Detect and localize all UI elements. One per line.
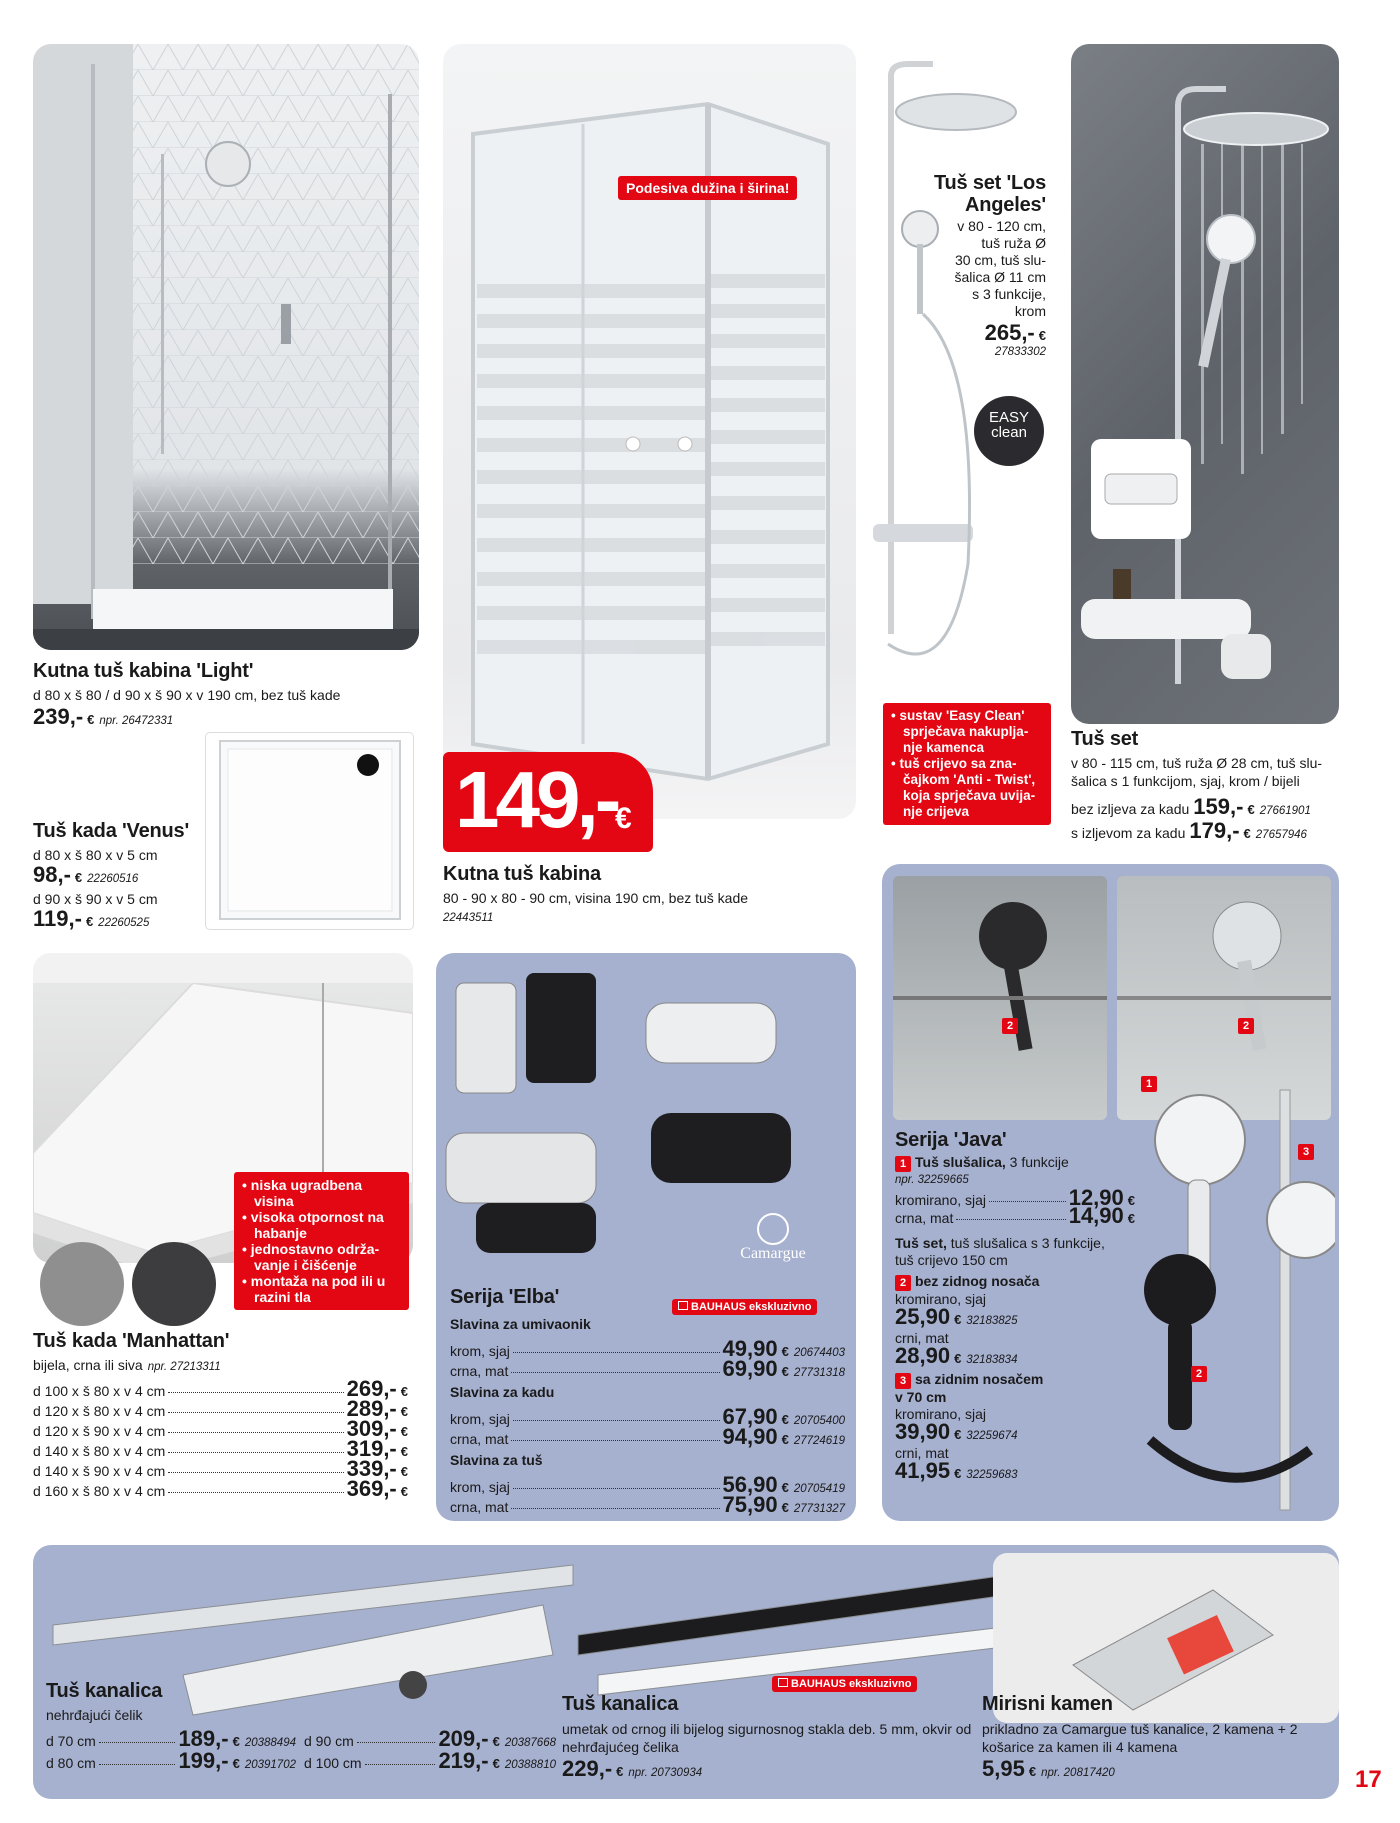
drain2-title: Tuš kanalica — [562, 1693, 679, 1715]
java-item1-row: kromirano, sjaj 12,90 € — [895, 1185, 1135, 1210]
manhattan-row: d 140 x š 90 x v 4 cm 339,- € — [33, 1456, 408, 1481]
la-bullets — [883, 703, 1051, 825]
venus-currency1: € — [74, 870, 83, 885]
drains-illustration — [33, 1545, 1339, 1725]
manhattan-row: d 100 x š 80 x v 4 cm 269,- € — [33, 1376, 408, 1401]
la-title1: Tuš set 'Los — [933, 172, 1046, 194]
manhattan-row: d 160 x š 80 x v 4 cm 369,- € — [33, 1476, 408, 1501]
swatch-grey — [40, 1242, 124, 1326]
elba-group-name: Slavina za umivaonik — [450, 1316, 591, 1332]
la-currency: € — [1038, 328, 1046, 343]
java-marker: 2 — [1238, 1018, 1254, 1034]
java-marker: 2 — [1191, 1366, 1207, 1382]
tusset-currency1: € — [1247, 802, 1255, 817]
tusset-art2: 27657946 — [1255, 829, 1307, 841]
venus-price2: 119,- — [33, 906, 82, 931]
la-desc-line: krom — [1014, 303, 1046, 319]
la-desc-line: tuš ruža Ø — [981, 235, 1046, 251]
elba-row: crna, mat 94,90 € 27724619 — [450, 1424, 845, 1449]
java-item1-art: npr. 32259665 — [895, 1174, 969, 1186]
venus-price2-row — [33, 906, 149, 932]
camargue-logo — [728, 1213, 818, 1263]
la-desc-line: v 80 - 120 cm, — [957, 218, 1046, 234]
drain2-currency: € — [616, 1764, 624, 1779]
stone-currency: € — [1028, 1764, 1037, 1779]
java-item2-l2: crni, mat — [895, 1330, 949, 1346]
house-icon — [678, 1301, 688, 1310]
java-text — [895, 1154, 1135, 1484]
light-price: 239,- — [33, 704, 84, 729]
tusset-price2: 179,- — [1189, 818, 1240, 843]
elba-row: krom, sjaj 49,90 € 20674403 — [450, 1336, 845, 1361]
house-icon — [778, 1678, 788, 1687]
la-price-row — [920, 320, 1046, 346]
elba-row: krom, sjaj 67,90 € 20705400 — [450, 1404, 845, 1429]
tusset-label2: s izljevom za kadu — [1071, 825, 1186, 841]
tusset-art1: 27661901 — [1259, 805, 1311, 817]
drain1-row: d 80 cm 199,- € 20391702 — [46, 1748, 296, 1773]
manhattan-bullet: • montaža na pod ili u razini tla — [242, 1273, 386, 1305]
venus-art1: 22260516 — [87, 873, 139, 885]
java-photo-1 — [893, 876, 1107, 1120]
swatch-dark — [132, 1242, 216, 1326]
la-bullet: • sustav 'Easy Clean' sprječava nakuplja-nje kamenca — [891, 708, 1029, 755]
elba-group-name: Slavina za kadu — [450, 1384, 555, 1400]
elba-row: crna, mat 75,90 € 27731327 — [450, 1492, 845, 1517]
cabin-title: Kutna tuš kabina — [443, 863, 601, 885]
cabin-art: 22443511 — [443, 912, 494, 924]
adjustable-badge: Podesiva dužina i širina! — [618, 176, 797, 200]
page-number: 17 — [1355, 1766, 1382, 1793]
elba-title: Serija 'Elba' — [450, 1286, 560, 1308]
tusset-price1: 159,- — [1193, 794, 1244, 819]
java-item3-bold2: v 70 cm — [895, 1389, 947, 1405]
stone-price: 5,95 — [982, 1756, 1025, 1781]
stone-title: Mirisni kamen — [982, 1693, 1113, 1715]
drain2-price: 229,- — [562, 1756, 613, 1781]
manhattan-row: d 120 x š 80 x v 4 cm 289,- € — [33, 1396, 408, 1421]
easy-clean-shower-photo — [868, 44, 1058, 699]
tusset-desc: v 80 - 115 cm, tuš ruža Ø 28 cm, tuš slu-šalica s 1 funkcijom, sjaj, krom / bijeli — [1071, 755, 1323, 789]
java-item2-p2-row: 28,90 € 32183834 — [895, 1343, 1018, 1368]
elba-row: krom, sjaj 56,90 € 20705419 — [450, 1472, 845, 1497]
venus-size1: d 80 x š 80 x v 5 cm — [33, 847, 158, 863]
drain1-row: d 100 cm 219,- € 20388810 — [304, 1748, 556, 1773]
corner-cabin-photo — [443, 44, 856, 819]
tusset-label1: bez izljeva za kadu — [1071, 801, 1190, 817]
java-item2-l1: kromirano, sjaj — [895, 1291, 987, 1307]
drain2-exclusive-badge: BAUHAUS ekskluzivno — [772, 1676, 917, 1692]
tusset-row1 — [1071, 794, 1311, 820]
java-item3-p1-row: 39,90 € 32259674 — [895, 1419, 1018, 1444]
la-price: 265,- — [984, 320, 1035, 345]
manhattan-row: d 140 x š 80 x v 4 cm 319,- € — [33, 1436, 408, 1461]
venus-currency2: € — [85, 914, 94, 929]
manhattan-bullet: • visoka otpornost na habanje — [242, 1209, 384, 1241]
manhattan-price-list — [33, 1376, 408, 1501]
light-currency: € — [87, 712, 95, 727]
java-set-head: Tuš set, tuš slušalica s 3 funkcije, — [895, 1235, 1105, 1251]
la-desc-line: s 3 funkcije, — [972, 286, 1046, 302]
venus-art2: 22260525 — [98, 917, 150, 929]
la-text — [920, 172, 1046, 358]
big-price-currency: € — [615, 802, 632, 835]
tus-set-photo — [1071, 44, 1339, 724]
clean-text: clean — [991, 424, 1027, 441]
drain1-row: d 70 cm 189,- € 20388494 — [46, 1726, 296, 1751]
drain1-desc: nehrđajući čelik — [46, 1707, 143, 1723]
manhattan-desc-row — [33, 1356, 221, 1374]
light-price-row — [33, 704, 173, 730]
manhattan-bullets — [234, 1172, 409, 1310]
java-item2-head: 2 bez zidnog nosača — [895, 1273, 1135, 1291]
java-marker: 1 — [1141, 1076, 1157, 1092]
la-desc-line: 30 cm, tuš slu- — [954, 252, 1046, 268]
manhattan-bullet: • niska ugradbena visina — [242, 1177, 363, 1209]
java-item1-row: crna, mat 14,90 € — [895, 1203, 1135, 1228]
manhattan-bullet: • jednostavno održa-vanje i čišćenje — [242, 1241, 380, 1273]
light-title: Kutna tuš kabina 'Light' — [33, 660, 254, 682]
big-price-badge — [443, 752, 653, 852]
light-desc: d 80 x š 80 / d 90 x š 90 x v 190 cm, bez tuš kade — [33, 687, 341, 703]
elba-group-name: Slavina za tuš — [450, 1452, 543, 1468]
light-cabin-photo — [33, 44, 419, 650]
venus-tray-photo — [206, 733, 413, 929]
manhattan-title: Tuš kada 'Manhattan' — [33, 1330, 230, 1352]
drain1-title: Tuš kanalica — [46, 1680, 163, 1702]
big-price: 149,- — [455, 755, 618, 844]
la-bullet: • tuš crijevo sa zna-čajkom 'Anti - Twist', koja sprječava uvija-nje crijeva — [891, 756, 1036, 819]
java-products-illustration — [1130, 1070, 1335, 1515]
java-item3-head: 3 sa zidnim nosačem — [895, 1371, 1135, 1389]
drain1-price-list — [46, 1726, 556, 1773]
java-item3-l2: crni, mat — [895, 1445, 949, 1461]
stone-price-row — [982, 1756, 1115, 1782]
java-item3-l1: kromirano, sjaj — [895, 1406, 987, 1422]
camargue-icon — [757, 1213, 789, 1245]
drain2-desc: umetak od crnog ili bijelog sigurnosnog stakla deb. 5 mm, okvir od nehrđajućeg čelika — [562, 1721, 972, 1755]
la-desc — [920, 218, 1046, 320]
elba-price-list — [450, 1316, 845, 1517]
java-title: Serija 'Java' — [895, 1129, 1007, 1151]
easy-clean-logo — [974, 396, 1044, 466]
java-set-line2: tuš crijevo 150 cm — [895, 1252, 1008, 1268]
tusset-row2 — [1071, 818, 1307, 844]
venus-price1-row — [33, 862, 138, 888]
camargue-brand: Camargue — [740, 1245, 806, 1262]
venus-price1: 98,- — [33, 862, 71, 887]
java-item3-p2-row: 41,95 € 32259683 — [895, 1458, 1018, 1483]
venus-title: Tuš kada 'Venus' — [33, 820, 189, 842]
drain2-price-row — [562, 1756, 702, 1782]
java-marker: 2 — [1002, 1018, 1018, 1034]
java-item1-head: 1 Tuš slušalica, 3 funkcije — [895, 1154, 1135, 1172]
stone-art: npr. 20817420 — [1041, 1767, 1115, 1779]
cabin-desc: 80 - 90 x 80 - 90 cm, visina 190 cm, bez tuš kade — [443, 890, 749, 906]
venus-size2: d 90 x š 90 x v 5 cm — [33, 891, 158, 907]
java-marker: 3 — [1298, 1144, 1314, 1160]
light-art: npr. 26472331 — [99, 715, 174, 727]
tusset-currency2: € — [1243, 826, 1251, 841]
drain2-art: npr. 20730934 — [628, 1767, 703, 1779]
elba-exclusive-badge: BAUHAUS ekskluzivno — [672, 1299, 817, 1315]
stone-desc: prikladno za Camargue tuš kanalice, 2 kamena + 2 košarice za kamen ili 4 kamena — [982, 1721, 1298, 1755]
elba-row: crna, mat 69,90 € 27731318 — [450, 1356, 845, 1381]
la-title2: Angeles' — [965, 194, 1046, 216]
manhattan-desc: bijela, crna ili siva — [33, 1357, 143, 1373]
manhattan-row: d 120 x š 90 x v 4 cm 309,- € — [33, 1416, 408, 1441]
tusset-title: Tuš set — [1071, 728, 1139, 750]
easy-text: EASY — [988, 409, 1030, 426]
drain1-row: d 90 cm 209,- € 20387668 — [304, 1726, 556, 1751]
la-desc-line: šalica Ø 11 cm — [954, 269, 1046, 285]
java-item2-p1-row: 25,90 € 32183825 — [895, 1304, 1018, 1329]
la-art: 27833302 — [994, 346, 1046, 358]
manhattan-art: npr. 27213311 — [147, 1361, 221, 1373]
